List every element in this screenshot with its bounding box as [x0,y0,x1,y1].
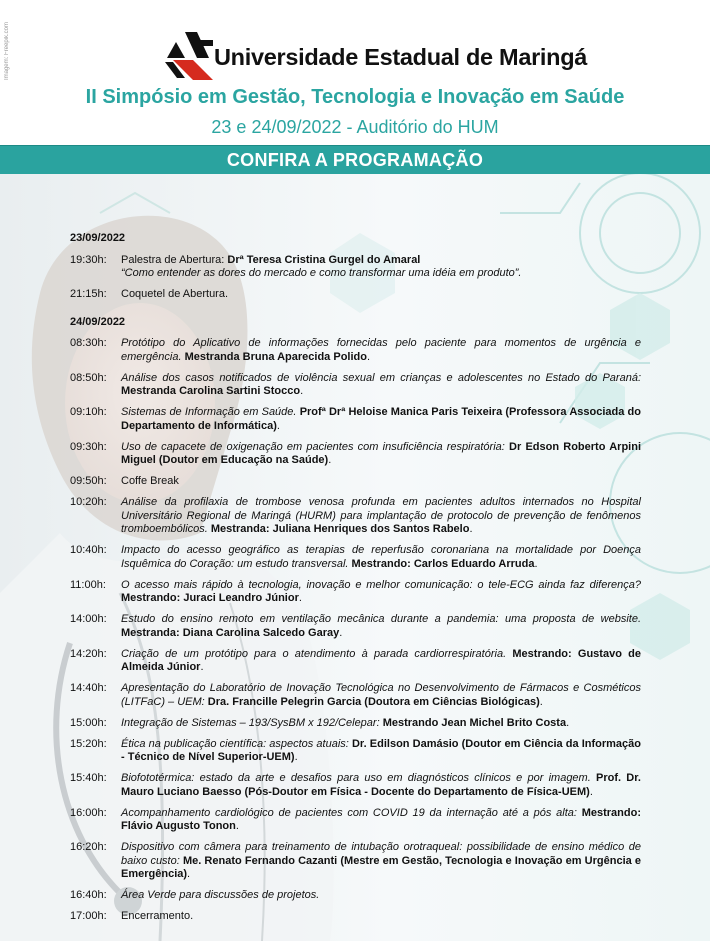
item-end: . [276,419,280,432]
item-speaker: Mestranda Bruna Aparecida Polido [184,350,367,363]
schedule-item [70,288,641,302]
date-heading: 24/09/2022 [70,315,126,328]
item-time: 17:00h: [70,910,107,922]
item-title: Impacto do acesso geográfico as terapias de reperfusão coronariana na mortalidade por Doença Isquêmica do Coração: um estudo transversal. [121,544,641,570]
item-time: 16:20h: [70,841,107,853]
schedule-item [70,496,641,537]
schedule-item [70,889,641,903]
item-speaker: Mestranda Carolina Sartini Stocco [121,385,301,397]
item-speaker: Dr. Edilson Damásio (Doutor em Ciência da Informação - Técnico de Nível Superior-UEM) [121,737,642,763]
item-time: 15:20h: [70,737,107,750]
schedule-item [70,441,641,468]
item-speaker: Mestrando Jean Michel Brito Costa [382,716,567,729]
item-time: 09:10h: [70,406,107,418]
item-time: 08:50h: [70,371,107,384]
item-title: Uso de capacete de oxigenação em pacientes com insuficiência respiratória: [121,440,505,453]
item-speaker: Mestranda: Diana Carolina Salcedo Garay [121,626,340,639]
item-title: Criação de um protótipo para o atendimento à parada cardiorrespiratória. [121,647,507,660]
item-prefix: Palestra de Abertura: [121,253,228,266]
item-title: Estudo do ensino remoto em ventilação mecânica durante a pandemia: uma proposta de website. [121,613,641,625]
item-end: . [187,868,191,880]
item-time: 14:20h: [70,647,107,660]
item-speaker: Dra. Francille Pelegrin Garcia (Doutora em Ciências Biológicas) [207,695,540,708]
item-time: 11:00h: [70,578,106,591]
item-end: . [294,751,298,763]
item-end: . [539,695,543,708]
item-speaker: Drª Teresa Cristina Gurgel do Amaral [227,253,421,266]
item-end: . [300,385,304,397]
item-title: Análise dos casos notificados de violência sexual em crianças e adolescentes no Estado do Paraná: [121,371,641,384]
item-speaker: Mestrando: Flávio Augusto Tonon [121,806,641,832]
schedule-item [70,738,641,765]
item-title: Acompanhamento cardiológico de pacientes com COVID 19 da internação até a pós alta: [121,806,577,819]
item-end: . [366,350,371,363]
schedule-item [70,841,641,882]
item-title: Integração de Sistemas – 193/SysBM x 192/Celepar: [121,716,380,729]
item-speaker: Mestrando: Gustavo de Almeida Júnior [121,647,641,673]
item-end: . [298,592,302,604]
item-end: . [589,785,593,798]
item-title: Ética na publicação científica: aspectos atuais: [121,737,349,750]
schedule-item [70,807,641,834]
schedule-item [70,406,641,433]
image-credit: Imagem: Freepik.com [4,22,10,81]
university-header [0,28,710,84]
schedule-item [70,682,641,709]
schedule-item [70,772,641,799]
item-time: 14:00h: [70,613,107,625]
schedule-item [70,579,641,606]
schedule-item [70,337,641,364]
item-speaker: Prof. Dr. Mauro Luciano Baesso (Pós-Doutor em Física - Docente do Departamento de Física-UEM) [121,772,641,798]
item-speaker: Mestranda: Juliana Henriques dos Santos Rabelo [210,523,470,535]
schedule-item [70,372,641,399]
item-time: 14:40h: [70,682,107,694]
schedule-item [70,648,641,675]
item-end: . [566,716,570,729]
schedule-item [70,910,641,924]
item-end: . [469,523,473,535]
item-title: Dispositivo com câmera para treinamento de intubação orotraqueal: possibilidade de ensino médico de baixo custo: [121,841,641,867]
schedule-item [70,254,641,281]
item-quote: “Como entender as dores do mercado e como transformar uma idéia em produto”. [121,267,522,279]
item-end: . [200,661,204,673]
item-title: Protótipo do Aplicativo de informações fornecidas pelo paciente para momentos de urgência e emergência. [121,337,641,363]
item-end: . [328,454,332,466]
item-time: 15:00h: [70,716,107,729]
item-text: Coquetel de Abertura. [121,288,229,300]
item-speaker: Mestrando: Juraci Leandro Júnior [121,592,299,604]
item-time: 16:40h: [70,889,107,901]
item-title: Análise da profilaxia de trombose venosa profunda em pacientes adultos internados no Hospital Universitário Regional de Maringá (HURM) para implantação de protocolo de prevenção de fenômenos tromboembólicos. [121,496,641,535]
item-end: . [235,820,239,832]
item-title: O acesso mais rápido à tecnologia, inovação e melhor comunicação: o tele-ECG ainda faz diferença? [121,578,641,591]
item-speaker: Dr Edson Roberto Arpini Miguel (Doutor em Educação na Saúde) [121,440,641,466]
item-end: . [534,557,538,570]
item-time: 10:40h: [70,544,107,556]
schedule-item [70,544,641,571]
item-title: Apresentação do Laboratório de Inovação Tecnológica no Desenvolvimento de Fármacos e Cosméticos (LITFaC) – UEM: [121,682,641,708]
item-time: 08:30h: [70,337,107,349]
item-title: Biofototérmica: estado da arte e desafios para uso em diagnósticos clínicos e por imagem. [121,772,591,784]
item-time: 15:40h: [70,772,107,784]
schedule-item [70,613,641,640]
schedule-item [70,475,641,489]
item-time: 09:50h: [70,475,107,487]
symposium-subtitle: 23 e 24/09/2022 - Auditório do HUM [211,117,499,137]
item-speaker: Profª Drª Heloise Manica Paris Teixeira (Professora Associada do Departamento de Informática) [121,406,641,432]
item-text: Encerramento. [121,910,194,922]
program-list [70,232,641,931]
university-name: Universidade Estadual de Maringá [214,44,588,70]
item-speaker: Mestrando: Carlos Eduardo Arruda [351,557,535,570]
item-end: . [339,626,343,639]
item-text: Coffe Break [121,475,179,487]
item-time: 09:30h: [70,440,107,453]
item-time: 19:30h: [70,253,107,266]
date-heading: 23/09/2022 [70,232,126,244]
item-title: Área Verde para discussões de projetos. [121,889,320,901]
item-time: 21:15h: [70,288,107,300]
item-time: 16:00h: [70,806,107,819]
item-title: Sistemas de Informação em Saúde. [121,406,297,418]
item-speaker: Me. Renato Fernando Cazanti (Mestre em Gestão, Tecnologia e Inovação em Urgência e Emergência) [121,854,642,880]
uem-logo-icon [163,28,215,82]
schedule-item [70,717,641,731]
item-time: 10:20h: [70,496,107,508]
program-banner: CONFIRA A PROGRAMAÇÃO [0,145,710,174]
symposium-title: II Simpósio em Gestão, Tecnologia e Inovação em Saúde [85,86,625,108]
